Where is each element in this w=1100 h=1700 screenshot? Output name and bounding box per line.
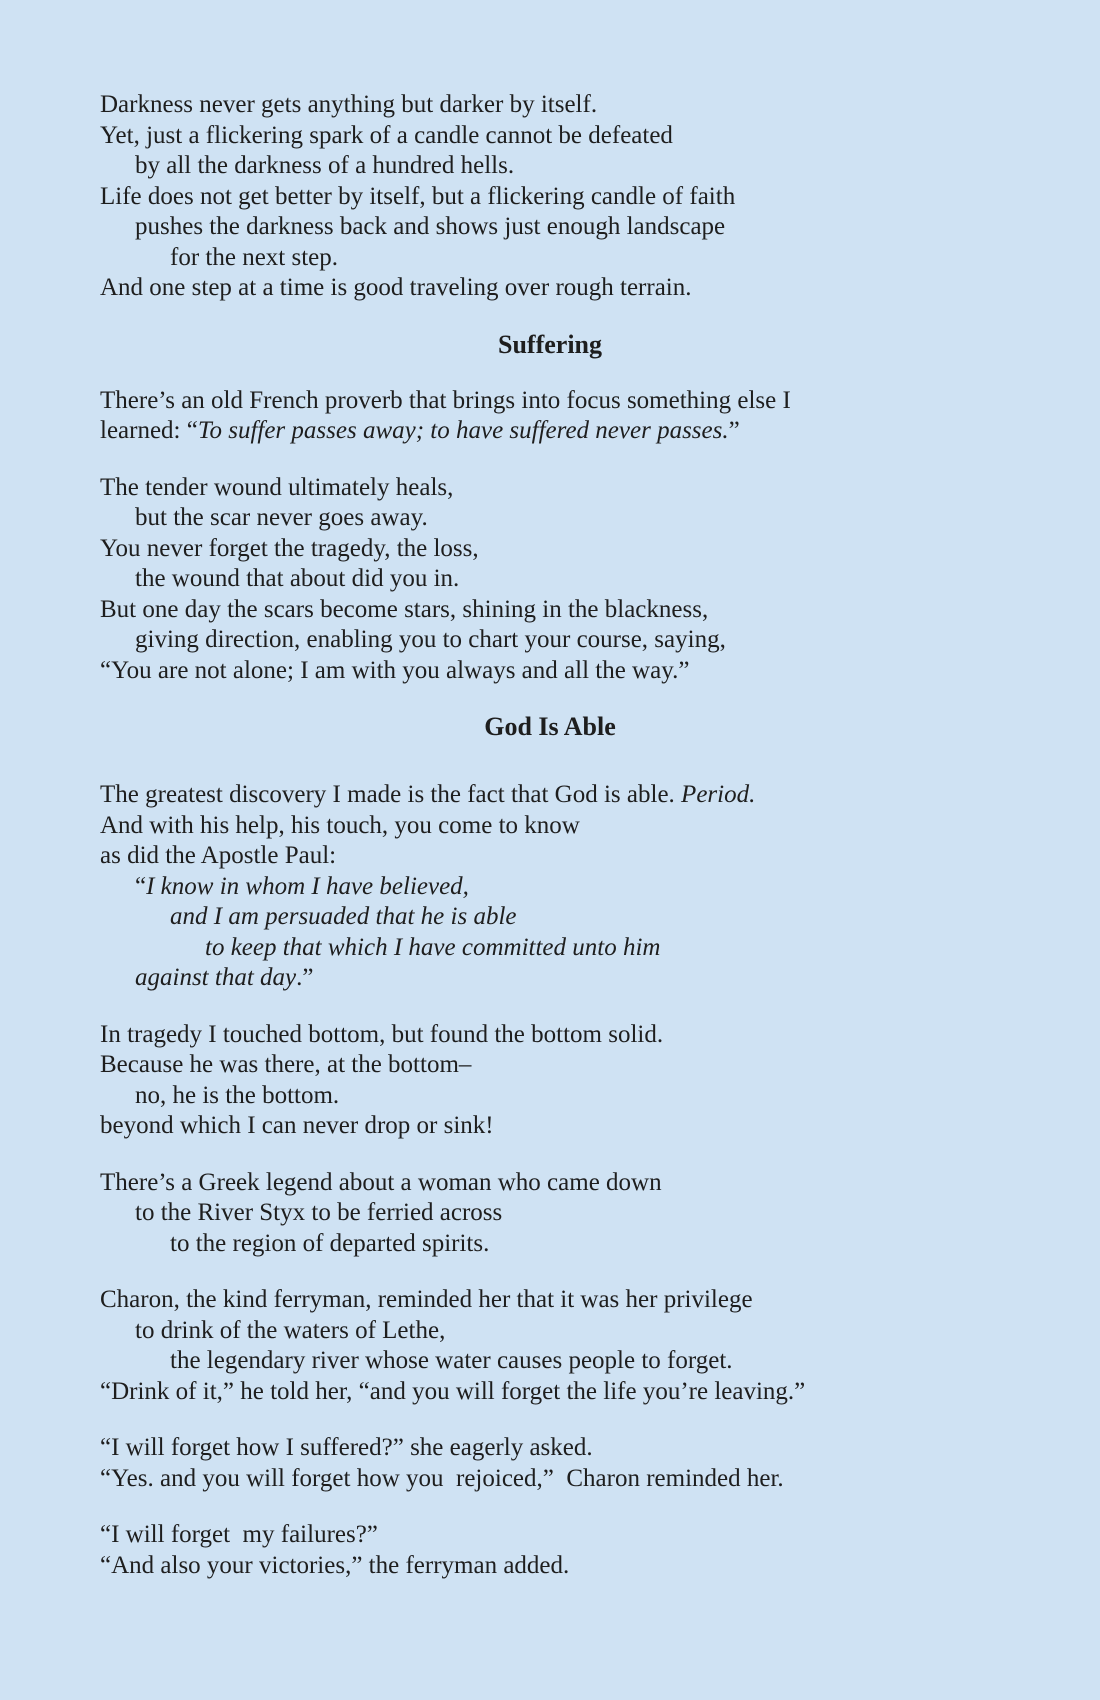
god-is-able-paragraph-5 [100, 1433, 1000, 1494]
text-line: Life does not get better by itself, but a flickering candle of faith [100, 182, 736, 210]
scripture-quote: to keep that which I have committed unto him [205, 933, 661, 961]
text-line: for the next step. [170, 243, 339, 271]
section-heading-suffering: Suffering [498, 329, 602, 359]
text-line [100, 780, 1000, 811]
spacer [100, 1259, 1000, 1285]
proverb-quote: To suffer passes away; to have suffered never passes. [197, 417, 729, 444]
text-line: And with his help, his touch, you come to know [100, 811, 580, 839]
text-span: The greatest discovery I made is the fact that God is able. [100, 781, 682, 808]
text-line: “Yes. and you will forget how you rejoiced,” Charon reminded her. [100, 1464, 784, 1492]
text-line: the legendary river whose water causes people to forget. [170, 1347, 733, 1374]
text-line: “You are not alone; I am with you always and all the way.” [100, 656, 690, 684]
scripture-quote: I know in whom I have believed, [146, 872, 469, 900]
god-is-able-paragraph-3 [100, 1168, 1000, 1260]
text-line: the wound that about did you in. [135, 565, 460, 592]
intro-stanza [100, 90, 1000, 304]
spacer [100, 742, 1000, 780]
scripture-line [100, 902, 1000, 933]
god-is-able-paragraph-1 [100, 780, 1000, 994]
scripture-line [100, 872, 1000, 903]
spacer [100, 1142, 1000, 1168]
text-line: Yet, just a flickering spark of a candle cannot be defeated [100, 121, 673, 149]
text-line: And one step at a time is good traveling over rough terrain. [100, 274, 692, 301]
text-line: beyond which I can never drop or sink! [100, 1112, 494, 1139]
text-line: giving direction, enabling you to chart your course, saying, [135, 626, 726, 653]
spacer [100, 686, 1000, 712]
text-line: You never forget the tragedy, the loss, [100, 534, 479, 562]
text-line: but the scar never goes away. [135, 504, 428, 531]
suffering-proverb-paragraph [100, 386, 1000, 447]
scripture-quote: against that day [135, 964, 297, 991]
text-line: “I will forget how I suffered?” she eagerly asked. [100, 1434, 593, 1461]
text-span: .” [296, 964, 314, 991]
god-is-able-paragraph-2 [100, 1020, 1000, 1142]
text-span: learned: “ [100, 417, 198, 444]
suffering-stanza [100, 473, 1000, 687]
spacer [100, 994, 1000, 1020]
text-line: by all the darkness of a hundred hells. [135, 152, 515, 179]
god-is-able-paragraph-4 [100, 1285, 1000, 1407]
scripture-line [100, 963, 1000, 994]
text-span: “ [135, 872, 147, 900]
text-line: pushes the darkness back and shows just enough landscape [135, 213, 726, 240]
text-line: to drink of the waters of Lethe, [135, 1316, 446, 1344]
text-line: There’s a Greek legend about a woman who came down [100, 1168, 662, 1196]
text-line: as did the Apostle Paul: [100, 842, 337, 869]
text-line: There’s an old French proverb that brings into focus something else I [100, 386, 791, 414]
text-line: But one day the scars become stars, shining in the blackness, [100, 595, 709, 623]
text-line: Because he was there, at the bottom– [100, 1051, 472, 1078]
spacer [100, 447, 1000, 473]
spacer [100, 360, 1000, 386]
text-line: The tender wound ultimately heals, [100, 473, 454, 501]
text-line: “I will forget my failures?” [100, 1521, 378, 1548]
text-line: “And also your victories,” the ferryman added. [100, 1551, 570, 1579]
section-heading-god-is-able: God Is Able [484, 712, 616, 741]
spacer [100, 1407, 1000, 1433]
text-line [100, 416, 1000, 447]
scripture-line [100, 933, 1000, 964]
emphasis: Period. [681, 781, 756, 808]
text-line: Darkness never gets anything but darker by itself. [100, 91, 598, 118]
text-line: no, he is the bottom. [135, 1081, 340, 1109]
scripture-quote: and I am persuaded that he is able [170, 903, 517, 930]
spacer [100, 304, 1000, 330]
text-line: to the region of departed spirits. [170, 1229, 490, 1257]
text-line: “Drink of it,” he told her, “and you will forget the life you’re leaving.” [100, 1377, 806, 1405]
text-line: Charon, the kind ferryman, reminded her that it was her privilege [100, 1286, 753, 1313]
text-span: ” [728, 417, 740, 444]
text-line: to the River Styx to be ferried across [135, 1199, 503, 1226]
text-line: In tragedy I touched bottom, but found the bottom solid. [100, 1020, 664, 1048]
god-is-able-paragraph-6 [100, 1520, 1000, 1581]
spacer [100, 1494, 1000, 1520]
